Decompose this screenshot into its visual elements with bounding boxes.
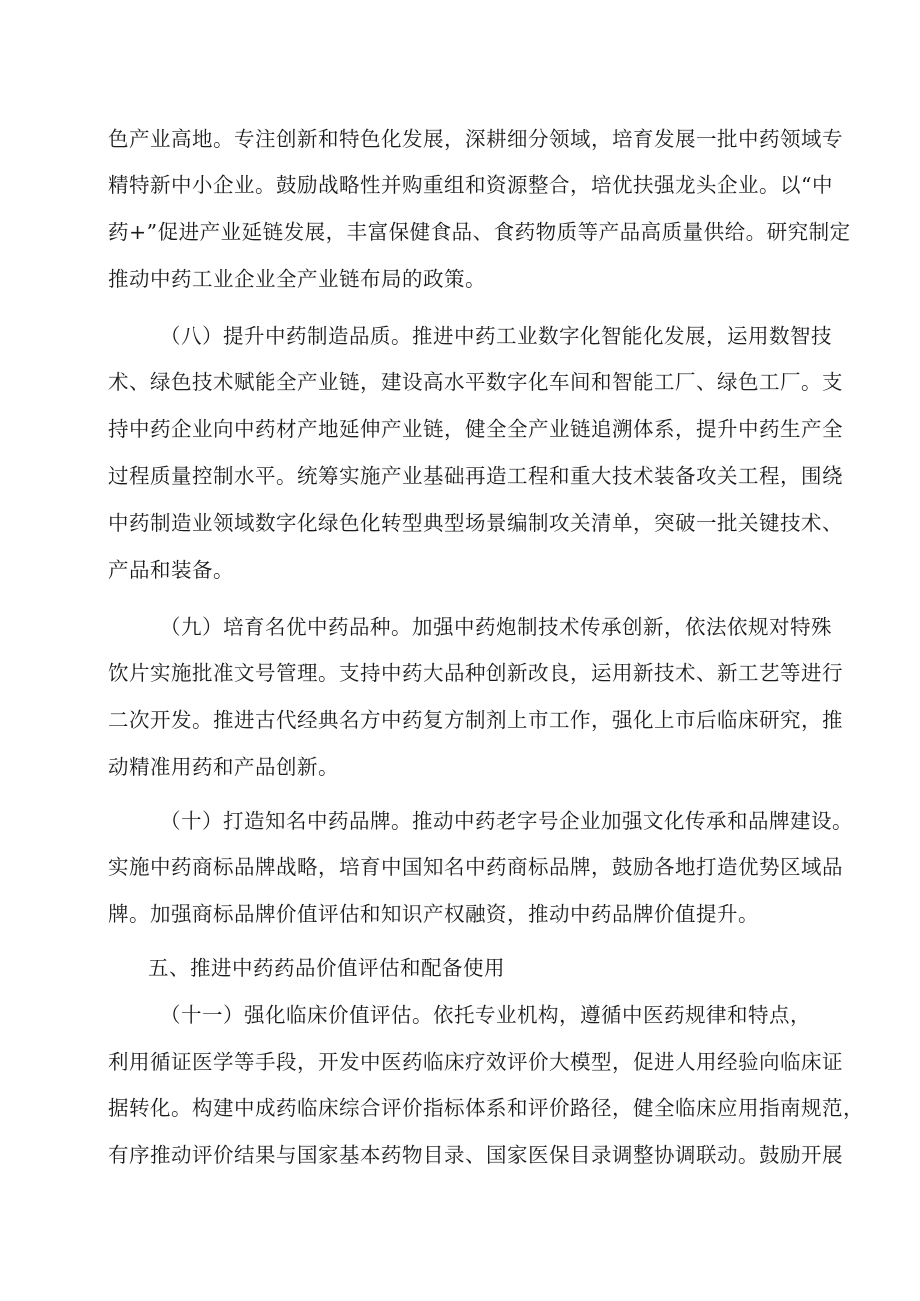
text-line: 产品和装备。 bbox=[108, 558, 234, 582]
text-line: 推动中药工业企业全产业链布局的政策。 bbox=[108, 267, 486, 291]
text-line: 有序推动评价结果与国家基本药物目录、国家医保目录调整协调联动。鼓励开展 bbox=[108, 1143, 843, 1167]
text-line: 精特新中小企业。鼓励战略性并购重组和资源整合，培优扶强龙头企业。以“中 bbox=[108, 173, 833, 197]
text-line: 色产业高地。专注创新和特色化发展，深耕细分领域，培育发展一批中药领域专 bbox=[108, 127, 843, 151]
paragraph-10-first-line: （十）打造知名中药品牌。推动中药老字号企业加强文化传承和品牌建设。 bbox=[160, 809, 853, 833]
text-line: 过程质量控制水平。统筹实施产业基础再造工程和重大技术装备攻关工程，围绕 bbox=[108, 464, 843, 488]
paragraph-11-first-line: （十一）强化临床价值评估。依托专业机构，遵循中医药规律和特点， bbox=[160, 1003, 811, 1027]
text-line: 实施中药商标品牌战略，培育中国知名中药商标品牌，鼓励各地打造优势区域品 bbox=[108, 855, 843, 879]
text-line: 中药制造业领域数字化绿色化转型典型场景编制攻关清单，突破一批关键技术、 bbox=[108, 511, 843, 535]
text-line: 药+”促进产业延链发展，丰富保健食品、食药物质等产品高质量供给。研究制定 bbox=[108, 220, 851, 244]
text-line: 饮片实施批准文号管理。支持中药大品种创新改良，运用新技术、新工艺等进行 bbox=[108, 661, 843, 685]
text-line: 动精准用药和产品创新。 bbox=[108, 755, 339, 779]
paragraph-9-first-line: （九）培育名优中药品种。加强中药炮制技术传承创新，依法依规对特殊 bbox=[160, 615, 832, 639]
text-line: 牌。加强商标品牌价值评估和知识产权融资，推动中药品牌价值提升。 bbox=[108, 902, 759, 926]
text-line: 二次开发。推进古代经典名方中药复方制剂上市工作，强化上市后临床研究，推 bbox=[108, 708, 843, 732]
section-heading: 五、推进中药药品价值评估和配备使用 bbox=[148, 956, 505, 980]
text-line: 术、绿色技术赋能全产业链，建设高水平数字化车间和智能工厂、绿色工厂。支 bbox=[108, 370, 843, 394]
text-line: 据转化。构建中成药临床综合评价指标体系和评价路径，健全临床应用指南规范， bbox=[108, 1096, 864, 1120]
text-line: 持中药企业向中药材产地延伸产业链，健全全产业链追溯体系，提升中药生产全 bbox=[108, 417, 843, 441]
paragraph-8-first-line: （八）提升中药制造品质。推进中药工业数字化智能化发展，运用数智技 bbox=[160, 324, 832, 348]
text-line: 利用循证医学等手段，开发中医药临床疗效评价大模型，促进人用经验向临床证 bbox=[108, 1050, 843, 1074]
